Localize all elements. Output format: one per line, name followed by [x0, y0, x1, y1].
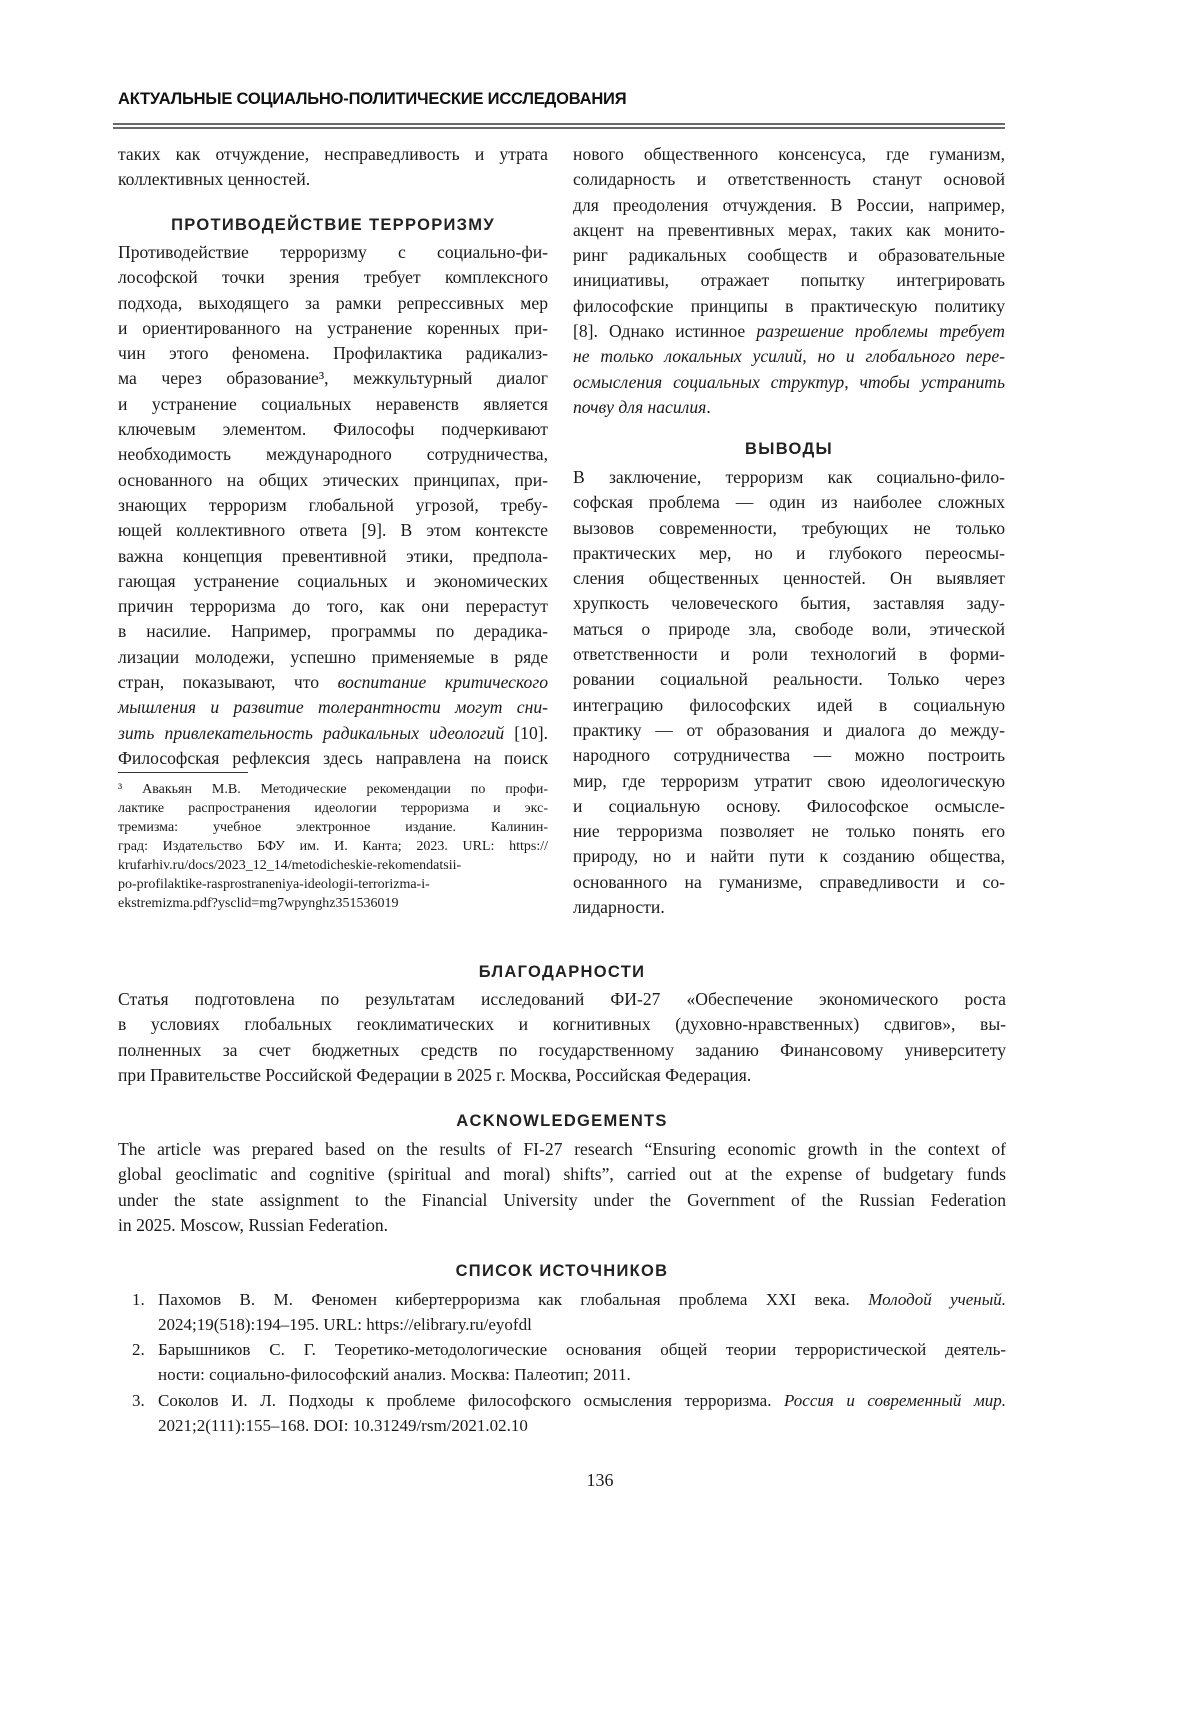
text-line: необходимость международного сотрудничества, [118, 442, 548, 467]
text-line: подхода, выходящего за рамки репрессивных мер [118, 291, 548, 316]
text-line: хрупкость человеческого бытия, заставляя заду- [573, 591, 1005, 616]
text-line: и устранение социальных неравенств является [118, 392, 548, 417]
text-line: основанного на гуманизме, справедливости и со- [573, 870, 1005, 895]
text-line: krufarhiv.ru/docs/2023_12_14/metodicheskie-rekomendatsii- [118, 856, 548, 875]
text-line [573, 344, 1005, 369]
text-line: коллективных ценностей. [118, 167, 548, 192]
italic-text: Молодой ученый. [868, 1290, 1006, 1309]
text-line: ответственности и роли технологий в форми- [573, 642, 1005, 667]
text-line: в условиях глобальных геоклиматических и когнитивных (духовно-нравственных) сдвигов», вы- [118, 1012, 1006, 1037]
reference-text [158, 1388, 1006, 1439]
paragraph [573, 465, 1005, 920]
text-line: вызовов современности, требующих не только [573, 516, 1005, 541]
text-line: акцент на превентивных мерах, таких как монито- [573, 218, 1005, 243]
text-line: Барышников С. Г. Теоретико-методологические основания общей теории террористической деятель- [158, 1337, 1006, 1362]
text-line: и социальную основу. Философское осмысле- [573, 794, 1005, 819]
text-line: under the state assignment to the Financial University under the Government of the Russian Federation [118, 1188, 1006, 1213]
text-line: 2024;19(518):194–195. URL: https://elibrary.ru/eyofdl [158, 1312, 1006, 1337]
text-segment: Соколов И. Л. Подходы к проблеме философского осмысления терроризма. [158, 1391, 784, 1410]
text-segment: стран, показывают, что [118, 672, 338, 692]
text-line: тремизма: учебное электронное издание. Калинин- [118, 818, 548, 837]
reference-text [158, 1287, 1006, 1338]
text-line: интеграцию философских идей в социальную [573, 693, 1005, 718]
text-line: лизации молодежи, успешно применяемые в ряде [118, 645, 548, 670]
text-line: ровании социальной реальности. Только через [573, 667, 1005, 692]
header-rule [113, 127, 1005, 129]
text-line: po-profilaktike-rasprostraneniya-ideologii-terrorizma-i- [118, 875, 548, 894]
italic-text: не только локальных усилий, но и глобального пере- [573, 346, 1005, 366]
footnote [118, 780, 548, 913]
reference-number: 3. [132, 1388, 145, 1413]
text-line: чин этого феномена. Профилактика радикализ- [118, 341, 548, 366]
page-number: 136 [0, 1470, 1200, 1491]
section-heading-references: СПИСОК ИСТОЧНИКОВ [118, 1262, 1006, 1281]
section-heading-conclusions: ВЫВОДЫ [573, 440, 1005, 459]
text-line: ³ Авакьян М.В. Методические рекомендации по профи- [118, 780, 548, 799]
italic-text: Россия и современный мир. [784, 1391, 1006, 1410]
text-line: ющей коллективного ответа [9]. В этом контексте [118, 518, 548, 543]
text-line: ринг радикальных сообществ и образовательные [573, 243, 1005, 268]
text-line: при Правительстве Российской Федерации в 2025 г. Москва, Российская Федерация. [118, 1063, 1006, 1088]
text-line: практику — от образования и диалога до между- [573, 718, 1005, 743]
text-line [573, 319, 1005, 344]
text-line [573, 370, 1005, 395]
italic-text: мышления и развитие толерантности могут сни- [118, 697, 548, 717]
text-line: global geoclimatic and cognitive (spiritual and moral) shifts”, carried out at the expense of budgetary funds [118, 1162, 1006, 1187]
text-line: The article was prepared based on the results of FI-27 research “Ensuring economic growth in the context of [118, 1137, 1006, 1162]
text-line: нового общественного консенсуса, где гуманизм, [573, 142, 1005, 167]
text-line: мир, где терроризм утратит свою идеологическую [573, 769, 1005, 794]
text-line: таких как отчуждение, несправедливость и утрата [118, 142, 548, 167]
text-line [158, 1388, 1006, 1413]
text-line: in 2025. Moscow, Russian Federation. [118, 1213, 1006, 1238]
text-line: град: Издательство БФУ им. И. Канта; 2023. URL: https:// [118, 837, 548, 856]
paragraph [118, 240, 548, 771]
section-heading-acknowledgements: ACKNOWLEDGEMENTS [118, 1112, 1006, 1131]
text-line: народного сотрудничества — можно построить [573, 743, 1005, 768]
section-heading-counter-terrorism: ПРОТИВОДЕЙСТВИЕ ТЕРРОРИЗМУ [118, 216, 548, 235]
text-line [573, 395, 1005, 420]
text-line: солидарность и ответственность станут основой [573, 167, 1005, 192]
thanks-text [118, 987, 1006, 1088]
text-line: философские принципы в практическую политику [573, 294, 1005, 319]
footnote-rule [118, 772, 248, 773]
italic-text: осмысления социальных структур, чтобы устранить [573, 372, 1005, 392]
text-line: полненных за счет бюджетных средств по государственному заданию Финансовому университету [118, 1038, 1006, 1063]
text-line: В заключение, терроризм как социально-фило- [573, 465, 1005, 490]
text-line: ности: социально-философский анализ. Москва: Палеотип; 2011. [158, 1362, 1006, 1387]
text-line [118, 670, 548, 695]
text-line: ключевым элементом. Философы подчеркивают [118, 417, 548, 442]
text-line: сления общественных ценностей. Он выявляет [573, 566, 1005, 591]
text-line: лидарности. [573, 895, 1005, 920]
text-line [118, 721, 548, 746]
text-line: важна концепция превентивной этики, предпола- [118, 544, 548, 569]
text-line: Философская рефлексия здесь направлена на поиск [118, 746, 548, 771]
italic-text: разрешение проблемы требует [756, 321, 1005, 341]
italic-text: воспитание критического [338, 672, 548, 692]
text-segment: Пахомов В. М. Феномен кибертерроризма как глобальная проблема XXI века. [158, 1290, 868, 1309]
reference-text [158, 1337, 1006, 1388]
paragraph [118, 142, 548, 193]
paragraph [573, 142, 1005, 420]
text-line: основанного на общих этических принципах, при- [118, 468, 548, 493]
text-segment: [10]. [504, 723, 548, 743]
text-line: гающая устранение социальных и экономических [118, 569, 548, 594]
reference-number: 2. [132, 1337, 145, 1362]
reference-item [118, 1337, 1006, 1388]
text-line: софская проблема — один из наиболее сложных [573, 490, 1005, 515]
text-line: лактике распространения идеологии терроризма и экс- [118, 799, 548, 818]
text-line: Статья подготовлена по результатам исследований ФИ-27 «Обеспечение экономического роста [118, 987, 1006, 1012]
text-line: 2021;2(111):155–168. DOI: 10.31249/rsm/2021.02.10 [158, 1413, 1006, 1438]
text-line: инициативы, отражает попытку интегрировать [573, 268, 1005, 293]
text-segment: [8]. Однако истинное [573, 321, 756, 341]
text-line: знающих терроризм глобальной угрозой, требу- [118, 493, 548, 518]
text-line: в насилие. Например, программы по дерадика- [118, 619, 548, 644]
header-rule [113, 123, 1005, 125]
reference-number: 1. [132, 1287, 145, 1312]
text-line: и ориентированного на устранение коренных при- [118, 316, 548, 341]
text-line: причин терроризма до того, как они перерастут [118, 594, 548, 619]
text-line: маться о природе зла, свободе воли, этической [573, 617, 1005, 642]
text-line: лософской точки зрения требует комплексного [118, 265, 548, 290]
reference-item [118, 1388, 1006, 1439]
text-line: практических мер, но и глубокого переосмы- [573, 541, 1005, 566]
acknowledgements-text [118, 1137, 1006, 1238]
text-line [158, 1287, 1006, 1312]
text-line: природу, но и найти пути к созданию общества, [573, 844, 1005, 869]
text-line: для преодоления отчуждения. В России, например, [573, 193, 1005, 218]
text-line: Противодействие терроризму с социально-фи- [118, 240, 548, 265]
text-segment: . [706, 397, 710, 417]
italic-text: зить привлекательность радикальных идеологий [118, 723, 504, 743]
text-line: ekstremizma.pdf?ysclid=mg7wpynghz351536019 [118, 894, 548, 913]
running-head: АКТУАЛЬНЫЕ СОЦИАЛЬНО-ПОЛИТИЧЕСКИЕ ИССЛЕДОВАНИЯ [118, 90, 626, 109]
text-line [118, 695, 548, 720]
italic-text: почву для насилия [573, 397, 706, 417]
text-line: ма через образование³, межкультурный диалог [118, 366, 548, 391]
text-line: ние терроризма позволяет не только понять его [573, 819, 1005, 844]
reference-item [118, 1287, 1006, 1338]
section-heading-thanks: БЛАГОДАРНОСТИ [118, 963, 1006, 982]
